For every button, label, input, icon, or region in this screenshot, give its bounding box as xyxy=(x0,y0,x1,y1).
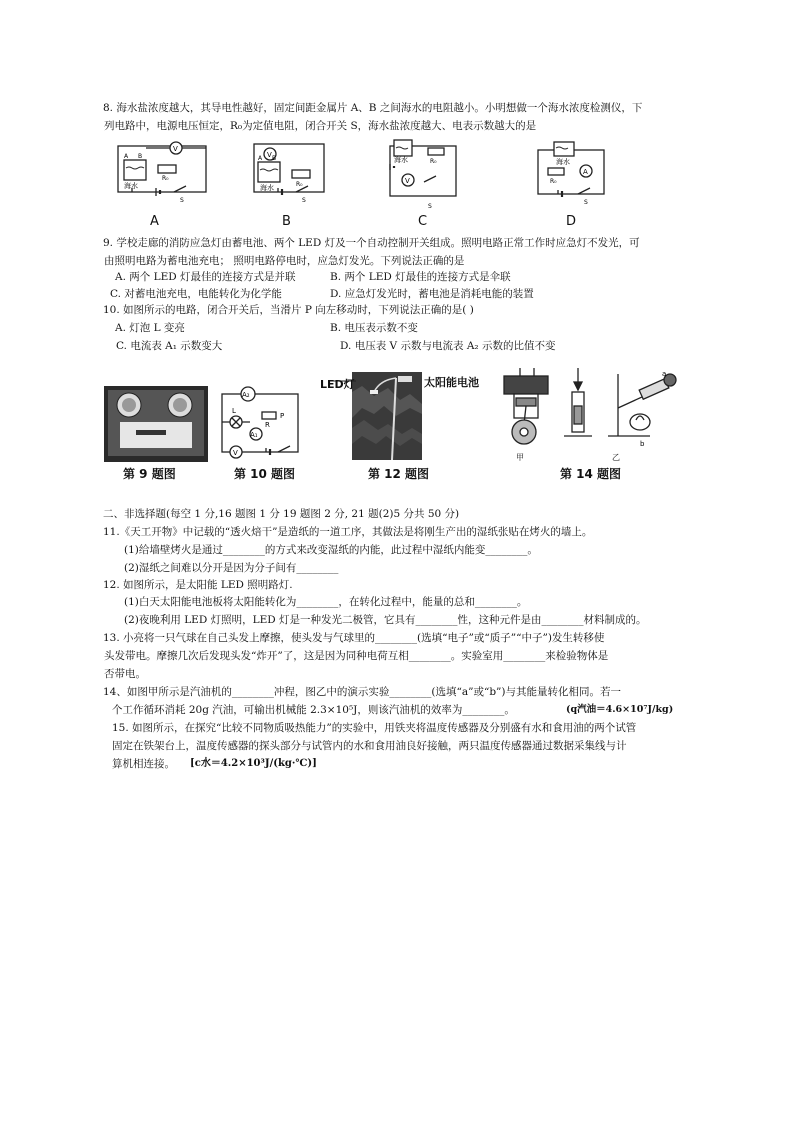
figure-12-solar-streetlight xyxy=(352,372,422,460)
svg-text:A: A xyxy=(583,168,588,176)
svg-text:a: a xyxy=(662,370,667,378)
q11-line3: (2)湿纸之间难以分开是因为分子间有________ xyxy=(124,562,339,574)
svg-text:S: S xyxy=(302,197,306,204)
svg-text:R: R xyxy=(265,421,270,429)
circuit-b-diagram xyxy=(248,136,330,204)
figure-9-emergency-light xyxy=(104,386,208,462)
q9-option-b: B. 两个 LED 灯最佳的连接方式是伞联 xyxy=(330,271,511,283)
q9-line2: 由照明电路为蓄电池充电； 照明电路停电时，应急灯发光。下列说法正确的是 xyxy=(104,255,465,267)
svg-text:b: b xyxy=(640,440,645,448)
svg-text:V: V xyxy=(233,449,238,457)
q13-line1: 13. 小亮将一只气球在自己头发上摩擦，使头发与气球里的________(选填“电子”或“质子”“中子”)发生转移使 xyxy=(103,632,605,644)
q8-line2: 列电路中，电源电压恒定，R₀为定值电阻，闭合开关 S，海水盐浓度越大、电表示数越大的是 xyxy=(104,120,537,132)
option-d-label: D xyxy=(566,214,577,229)
q13-line2: 头发带电。摩擦几次后发现头发“炸开”了，这是因为同种电荷互相________。实验室用________来检验物体是 xyxy=(104,650,609,662)
svg-text:A: A xyxy=(258,155,263,162)
circuit-c-diagram xyxy=(384,136,464,210)
svg-text:R₀: R₀ xyxy=(162,175,169,182)
svg-text:R₀: R₀ xyxy=(550,178,557,185)
svg-text:B: B xyxy=(138,153,143,160)
figure-10-caption: 第 10 题图 xyxy=(234,467,296,481)
figure-10-circuit xyxy=(216,382,304,462)
q15-specific-heat: [c水＝4.2×10³J/(kg·℃)] xyxy=(190,758,317,769)
q8-line1: 8. 海水盐浓度越大，其导电性越好，固定间距金属片 A、B 之间海水的电阻越小。小明想做一个海水浓度检测仪，下 xyxy=(103,102,643,114)
option-c-label: C xyxy=(418,214,428,229)
q11-line2: (1)给墙壁烤火是通过________的方式来改变湿纸的内能，此过程中湿纸内能变________。 xyxy=(124,544,538,556)
solar-cell-label: 太阳能电池 xyxy=(424,376,479,389)
q15-line3: 算机相连接。 xyxy=(112,758,175,770)
q9-option-a: A. 两个 LED 灯最佳的连接方式是并联 xyxy=(115,271,296,283)
svg-text:海水: 海水 xyxy=(260,184,274,192)
led-label: LED灯 xyxy=(320,378,355,391)
svg-text:A₂: A₂ xyxy=(242,391,250,399)
svg-text:A: A xyxy=(124,153,129,160)
svg-text:P: P xyxy=(280,412,285,420)
q10-option-d: D. 电压表 V 示数与电流表 A₂ 示数的比值不变 xyxy=(340,340,556,352)
svg-text:海水: 海水 xyxy=(394,156,408,164)
voltmeter-a-label: V xyxy=(173,145,178,153)
figure-14-jia-label: 甲 xyxy=(516,453,524,462)
svg-text:S: S xyxy=(428,203,432,210)
q10-option-b: B. 电压表示数不变 xyxy=(330,322,418,334)
q9-option-c: C. 对蓄电池充电，电能转化为化学能 xyxy=(110,288,282,300)
q12-line2: (1)白天太阳能电池板将太阳能转化为________，在转化过程中，能量的总和________。 xyxy=(124,596,528,608)
q10-line1: 10. 如图所示的电路，闭合开关后，当滑片 P 向左移动时，下列说法正确的是( ) xyxy=(103,304,474,316)
svg-text:海水: 海水 xyxy=(556,158,570,166)
q12-line3: (2)夜晚利用 LED 灯照明，LED 灯是一种发光二极管，它具有________性，这种元件是由________材料制成的。 xyxy=(124,614,647,626)
q13-line3: 否带电。 xyxy=(104,668,146,680)
svg-text:R₀: R₀ xyxy=(430,158,437,165)
svg-text:S: S xyxy=(180,197,184,204)
svg-text:R₀: R₀ xyxy=(296,181,303,188)
svg-text:V: V xyxy=(405,177,410,185)
figure-12-caption: 第 12 题图 xyxy=(368,467,430,481)
figure-14-yi-label: 乙 xyxy=(612,453,620,462)
svg-text:S: S xyxy=(584,199,588,206)
q9-option-d: D. 应急灯发光时，蓄电池是消耗电能的装置 xyxy=(330,288,534,300)
option-b-label: B xyxy=(282,214,291,229)
figure-9-caption: 第 9 题图 xyxy=(123,467,176,481)
svg-text:B: B xyxy=(272,155,277,162)
circuit-d-diagram xyxy=(532,136,612,206)
svg-text:海水: 海水 xyxy=(124,182,138,190)
figure-14-caption: 第 14 题图 xyxy=(560,467,622,481)
svg-text:L: L xyxy=(232,407,236,415)
svg-text:A₁: A₁ xyxy=(250,431,258,439)
q15-line1: 15. 如图所示，在探究“比较不同物质吸热能力”的实验中，用铁夹将温度传感器及分别盛有水和食用油的两个试管 xyxy=(112,722,637,734)
option-a-label: A xyxy=(150,214,159,229)
q11-line1: 11.《天工开物》中记载的“透火焙干”是造纸的一道工序，其做法是将刚生产出的湿纸张贴在烤火的墙上。 xyxy=(103,526,593,538)
figure-14-engine-experiment xyxy=(490,362,680,448)
circuit-a-diagram xyxy=(112,136,216,204)
q10-option-c: C. 电流表 A₁ 示数变大 xyxy=(116,340,223,352)
svg-text:V: V xyxy=(267,151,272,159)
section-2-title: 二、非选择题(每空 1 分,16 题图 1 分 19 题图 2 分, 21 题(2)5 分共 50 分) xyxy=(103,508,460,520)
q14-line2: 个工作循环消耗 20g 汽油，可输出机械能 2.3×10⁵J，则该汽油机的效率为________。 xyxy=(112,704,515,716)
q9-line1: 9. 学校走廊的消防应急灯由蓄电池、两个 LED 灯及一个自动控制开关组成。照明电路正常工作时应急灯不发光，可 xyxy=(103,237,640,249)
q12-line1: 12. 如图所示，是太阳能 LED 照明路灯. xyxy=(103,579,293,591)
q10-option-a: A. 灯泡 L 变亮 xyxy=(115,322,185,334)
q15-line2: 固定在铁架台上，温度传感器的探头部分与试管内的水和食用油良好接触，两只温度传感器通过数据采集线与计 xyxy=(112,740,627,752)
q14-fuel-value-note: (q汽油＝4.6×10⁷J/kg) xyxy=(566,704,674,715)
q14-line1: 14、如图甲所示是汽油机的________冲程，图乙中的演示实验________(选填“a”或“b”)与其能量转化相同。若一 xyxy=(103,686,622,698)
